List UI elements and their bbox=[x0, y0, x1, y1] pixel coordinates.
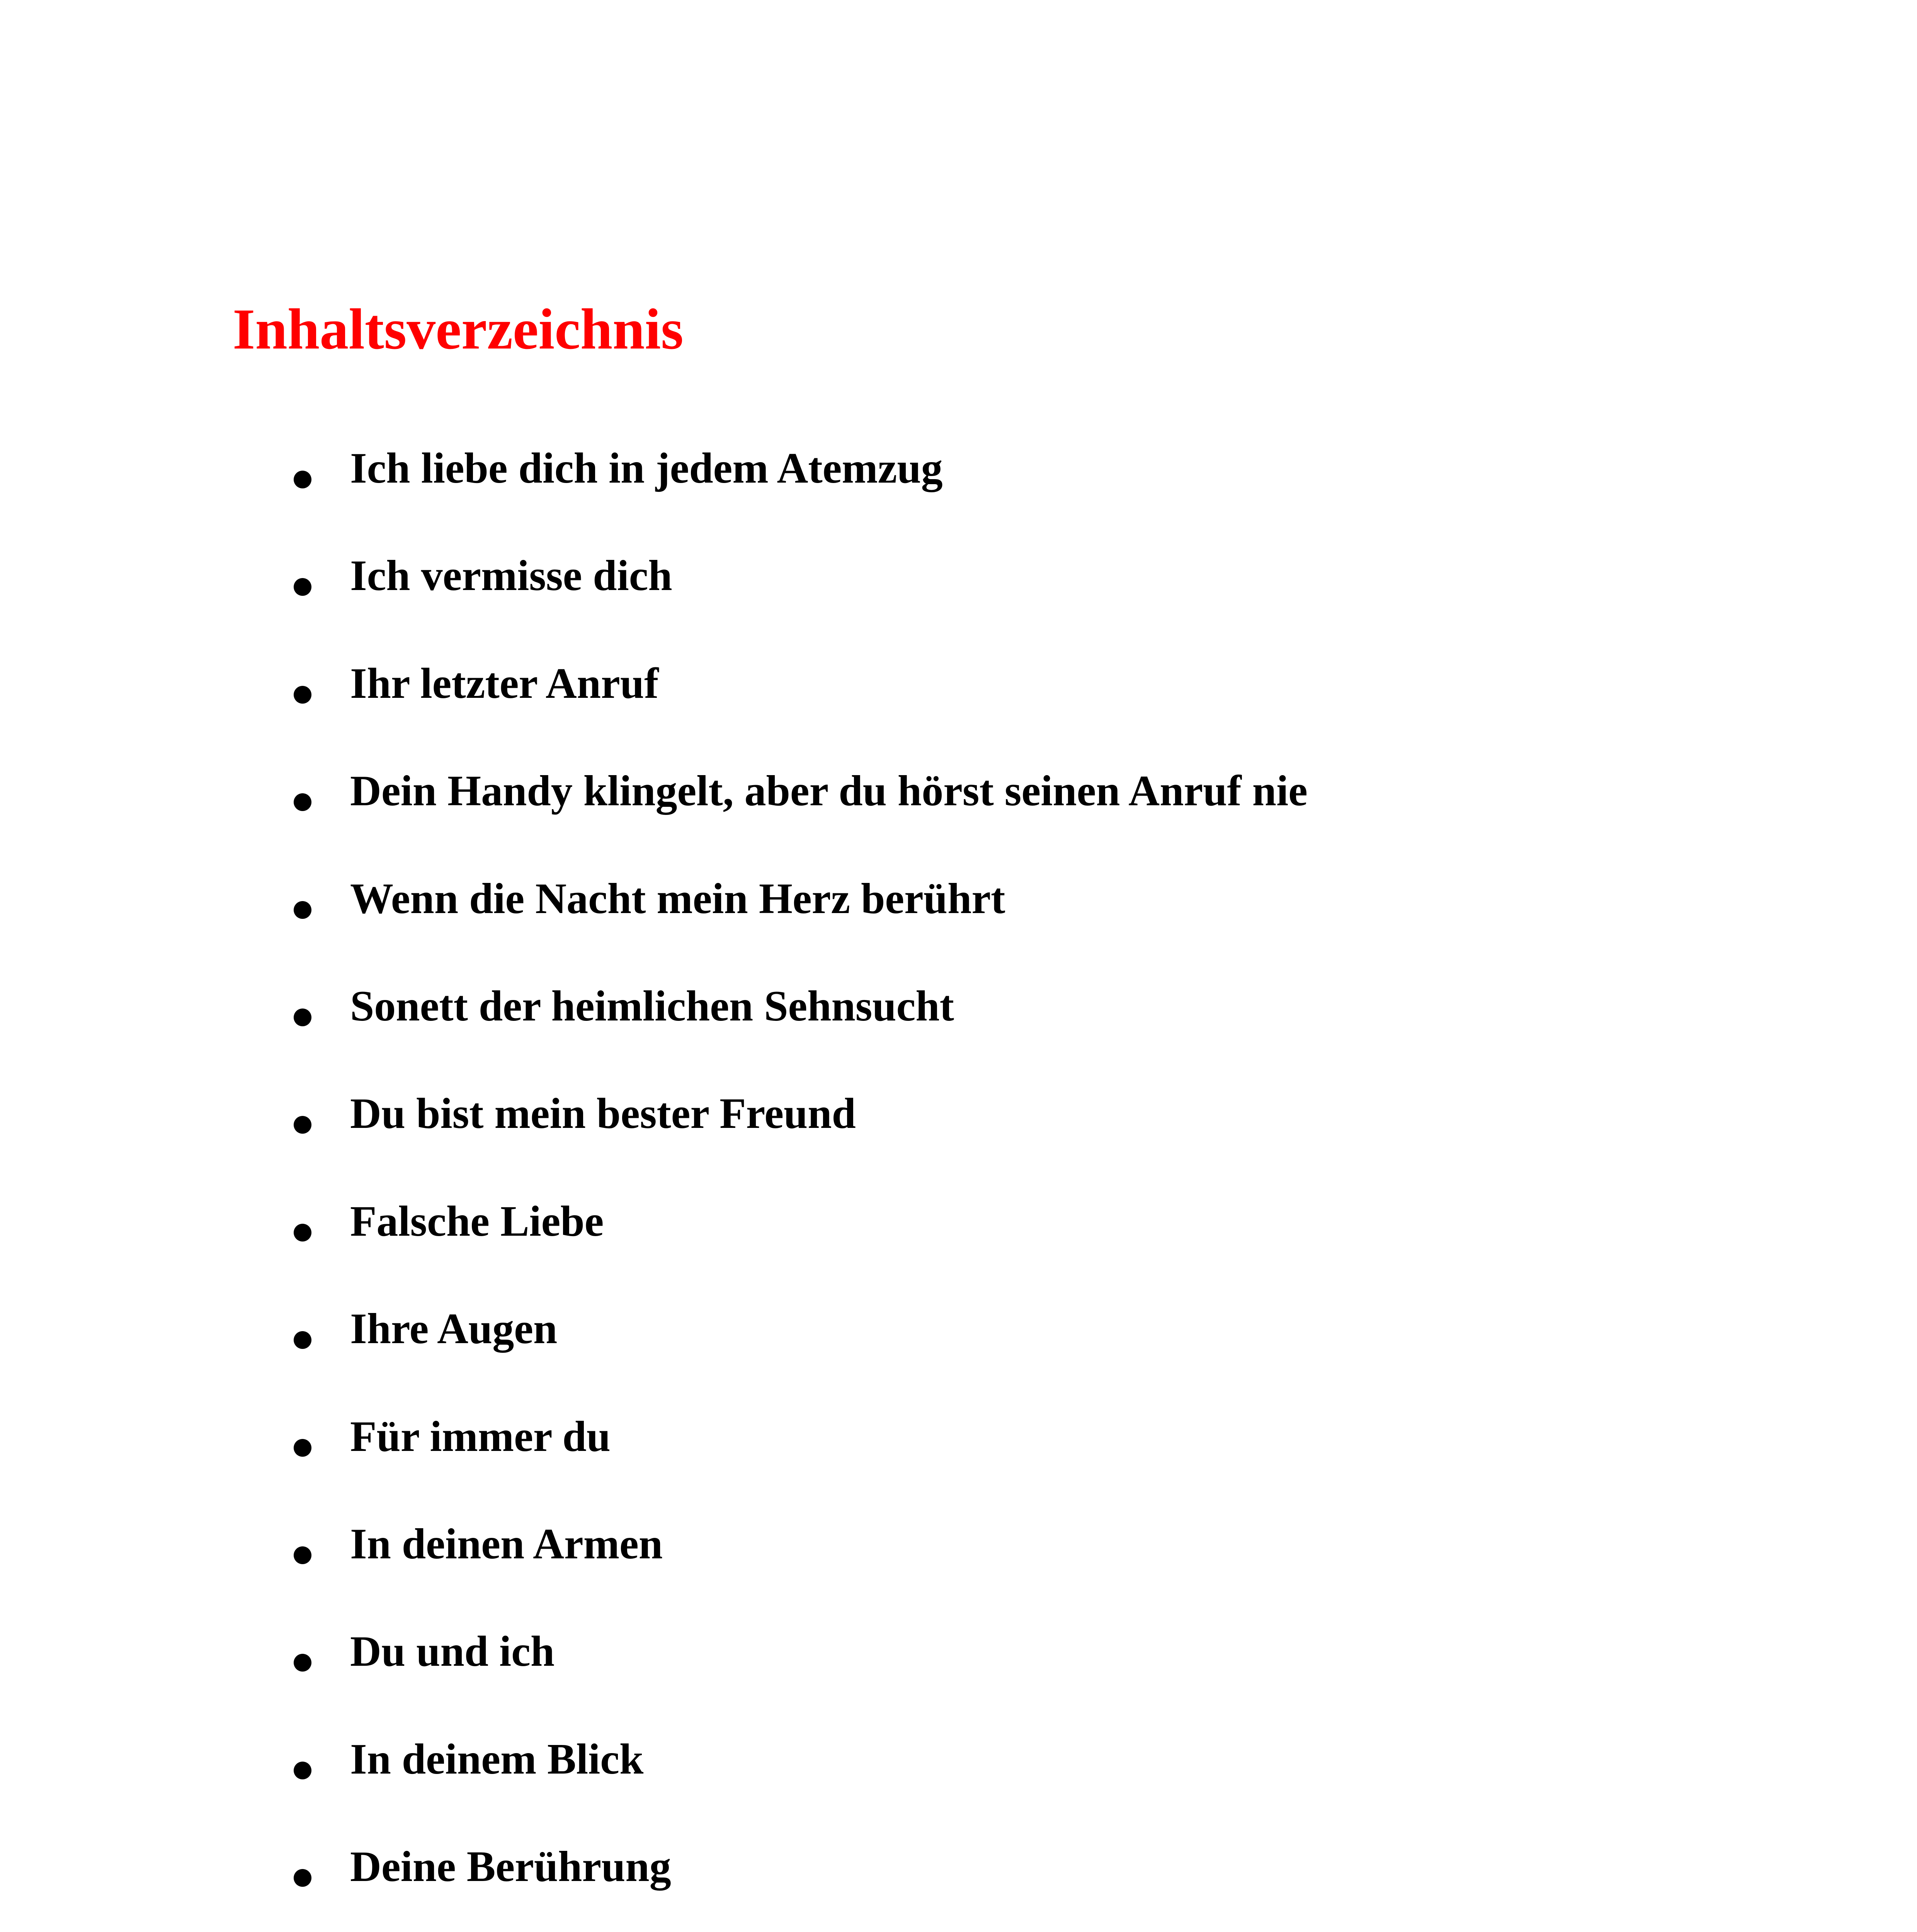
list-item-label: Ich liebe dich in jedem Atemzug bbox=[350, 444, 943, 492]
list-item bbox=[0, 864, 1662, 971]
list-item bbox=[0, 1187, 1662, 1294]
list-item bbox=[0, 649, 1662, 756]
list-item-label: Ich vermisse dich bbox=[350, 552, 672, 600]
bullet-icon bbox=[294, 1546, 311, 1564]
bullet-icon bbox=[294, 1331, 311, 1349]
list-item-label: Ihre Augen bbox=[350, 1305, 558, 1353]
bullet-icon bbox=[294, 578, 311, 596]
list-item bbox=[0, 434, 1662, 541]
list-item-label: Du bist mein bester Freund bbox=[350, 1090, 856, 1138]
list-item-label: Dein Handy klingelt, aber du hörst seinen Anruf nie bbox=[350, 767, 1308, 815]
list-item-label: Du und ich bbox=[350, 1628, 555, 1676]
bullet-icon bbox=[294, 793, 311, 811]
bullet-icon bbox=[294, 1116, 311, 1134]
list-item-label: Falsche Liebe bbox=[350, 1197, 604, 1245]
bullet-icon bbox=[294, 901, 311, 919]
bullet-icon bbox=[294, 1439, 311, 1457]
bullet-icon bbox=[294, 1869, 311, 1887]
list-item-label: Wenn die Nacht mein Herz berührt bbox=[350, 874, 1005, 923]
list-item-label: In deinem Blick bbox=[350, 1735, 644, 1783]
list-item bbox=[0, 1617, 1662, 1724]
page-title: Inhaltsverzeichnis bbox=[233, 297, 684, 361]
bullet-icon bbox=[294, 1009, 311, 1026]
bullet-icon bbox=[294, 1224, 311, 1242]
list-item bbox=[0, 1832, 1662, 1932]
table-of-contents-list bbox=[0, 434, 1662, 1932]
list-item-label: Ihr letzter Anruf bbox=[350, 659, 659, 707]
list-item-label: Für immer du bbox=[350, 1412, 611, 1461]
list-item bbox=[0, 541, 1662, 648]
list-item bbox=[0, 1509, 1662, 1617]
list-item bbox=[0, 1402, 1662, 1509]
list-item-label: Deine Berührung bbox=[350, 1843, 671, 1891]
list-item bbox=[0, 1294, 1662, 1401]
list-item-label: In deinen Armen bbox=[350, 1520, 663, 1568]
list-item-label: Sonett der heimlichen Sehnsucht bbox=[350, 982, 954, 1030]
bullet-icon bbox=[294, 1654, 311, 1672]
list-item bbox=[0, 1079, 1662, 1186]
list-item bbox=[0, 1725, 1662, 1832]
bullet-icon bbox=[294, 686, 311, 704]
bullet-icon bbox=[294, 1762, 311, 1779]
list-item bbox=[0, 756, 1662, 864]
bullet-icon bbox=[294, 471, 311, 488]
list-item bbox=[0, 971, 1662, 1079]
